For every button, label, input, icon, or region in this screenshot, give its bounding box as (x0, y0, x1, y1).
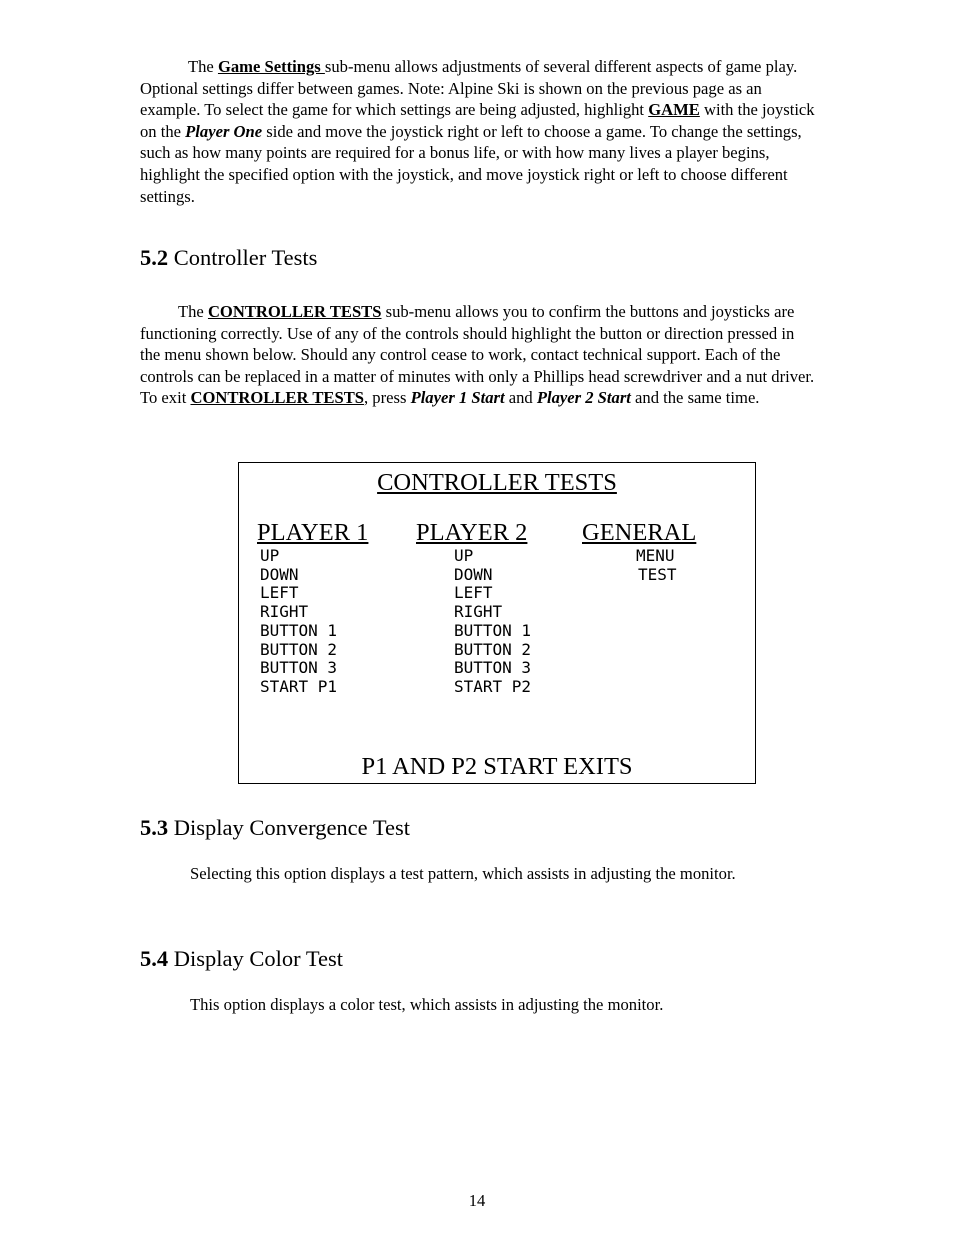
list-item: DOWN (454, 564, 493, 584)
list-item: MENU (636, 546, 675, 565)
text: and (504, 388, 537, 408)
list-item: BUTTON 3 (454, 658, 532, 678)
game-settings-paragraph (140, 56, 816, 207)
list-item: BUTTON 1 (454, 620, 532, 640)
list-item: UP (454, 546, 474, 565)
section-heading-5-2 (140, 245, 317, 271)
text: The (178, 302, 208, 321)
section-number: 5.4 (140, 946, 169, 971)
section-heading-5-4 (140, 946, 343, 972)
list-item: LEFT (260, 583, 299, 603)
player-1-heading: PLAYER 1 (257, 519, 369, 546)
list-item: START P2 (454, 676, 532, 696)
player-one-keyword: Player One (185, 121, 263, 141)
text: The (188, 57, 218, 76)
section-heading-5-3 (140, 815, 410, 841)
section-title: Controller Tests (168, 245, 318, 270)
text: sub-menu allows adjustments of several different aspects of game play. Optional settings differ between games. Note: Alpine Ski is shown on the previous page as an example. To select the game for which settings are being adjusted, highlight (140, 57, 798, 120)
text: , press (364, 388, 411, 408)
player-2-control-list (454, 547, 531, 697)
game-keyword: GAME (648, 100, 700, 120)
list-item: BUTTON 2 (260, 639, 338, 659)
list-item: UP (260, 546, 280, 565)
text: side and move the joystick right or left to choose a game. To change the settings, such as how many points are required for a bonus life, or with how many lives a player begins, highlight the specified option with the joystick, and move joystick right or left to choose different settings. (140, 121, 802, 206)
player-1-control-list (260, 547, 337, 697)
player-2-start-keyword: Player 2 Start (536, 388, 631, 408)
section-title: Display Convergence Test (168, 815, 411, 840)
controller-tests-paragraph (140, 301, 816, 409)
screen-title: CONTROLLER TESTS (377, 469, 617, 496)
list-item: LEFT (454, 583, 493, 603)
general-control-list (636, 547, 677, 584)
color-test-description: This option displays a color test, which assists in adjusting the monitor. (190, 995, 664, 1014)
section-number: 5.2 (140, 245, 169, 270)
text: and the same time. (630, 388, 760, 408)
player-1-start-keyword: Player 1 Start (410, 388, 505, 408)
general-heading: GENERAL (582, 519, 697, 546)
list-item: RIGHT (260, 602, 309, 622)
list-item: BUTTON 1 (260, 620, 338, 640)
list-item: BUTTON 3 (260, 658, 338, 678)
controller-tests-keyword: CONTROLLER TESTS (207, 302, 382, 321)
controller-tests-screen-figure (238, 462, 756, 784)
player-2-heading: PLAYER 2 (416, 519, 528, 546)
list-item: DOWN (260, 564, 299, 584)
list-item: RIGHT (454, 602, 503, 622)
list-item: START P1 (260, 676, 338, 696)
page-number: 14 (468, 1191, 486, 1210)
screen-footer: P1 AND P2 START EXITS (361, 753, 633, 780)
list-item: TEST (638, 564, 677, 584)
convergence-test-description: Selecting this option displays a test pattern, which assists in adjusting the monitor. (190, 864, 736, 883)
controller-tests-keyword: CONTROLLER TESTS (190, 388, 364, 408)
section-number: 5.3 (140, 815, 169, 840)
text: with the joystick on the (140, 100, 815, 141)
text: sub-menu allows you to confirm the buttons and joysticks are functioning correctly. Use of any of the controls should highlight the button or direction pressed in the menu shown below. Should any control cease to work, contact technical support. Each of the controls can be replaced in a matter of minutes with only a Phillips head screwdriver and a nut driver. To exit (140, 302, 815, 408)
section-title: Display Color Test (168, 946, 344, 971)
game-settings-keyword: Game Settings (217, 57, 325, 76)
list-item: BUTTON 2 (454, 639, 532, 659)
